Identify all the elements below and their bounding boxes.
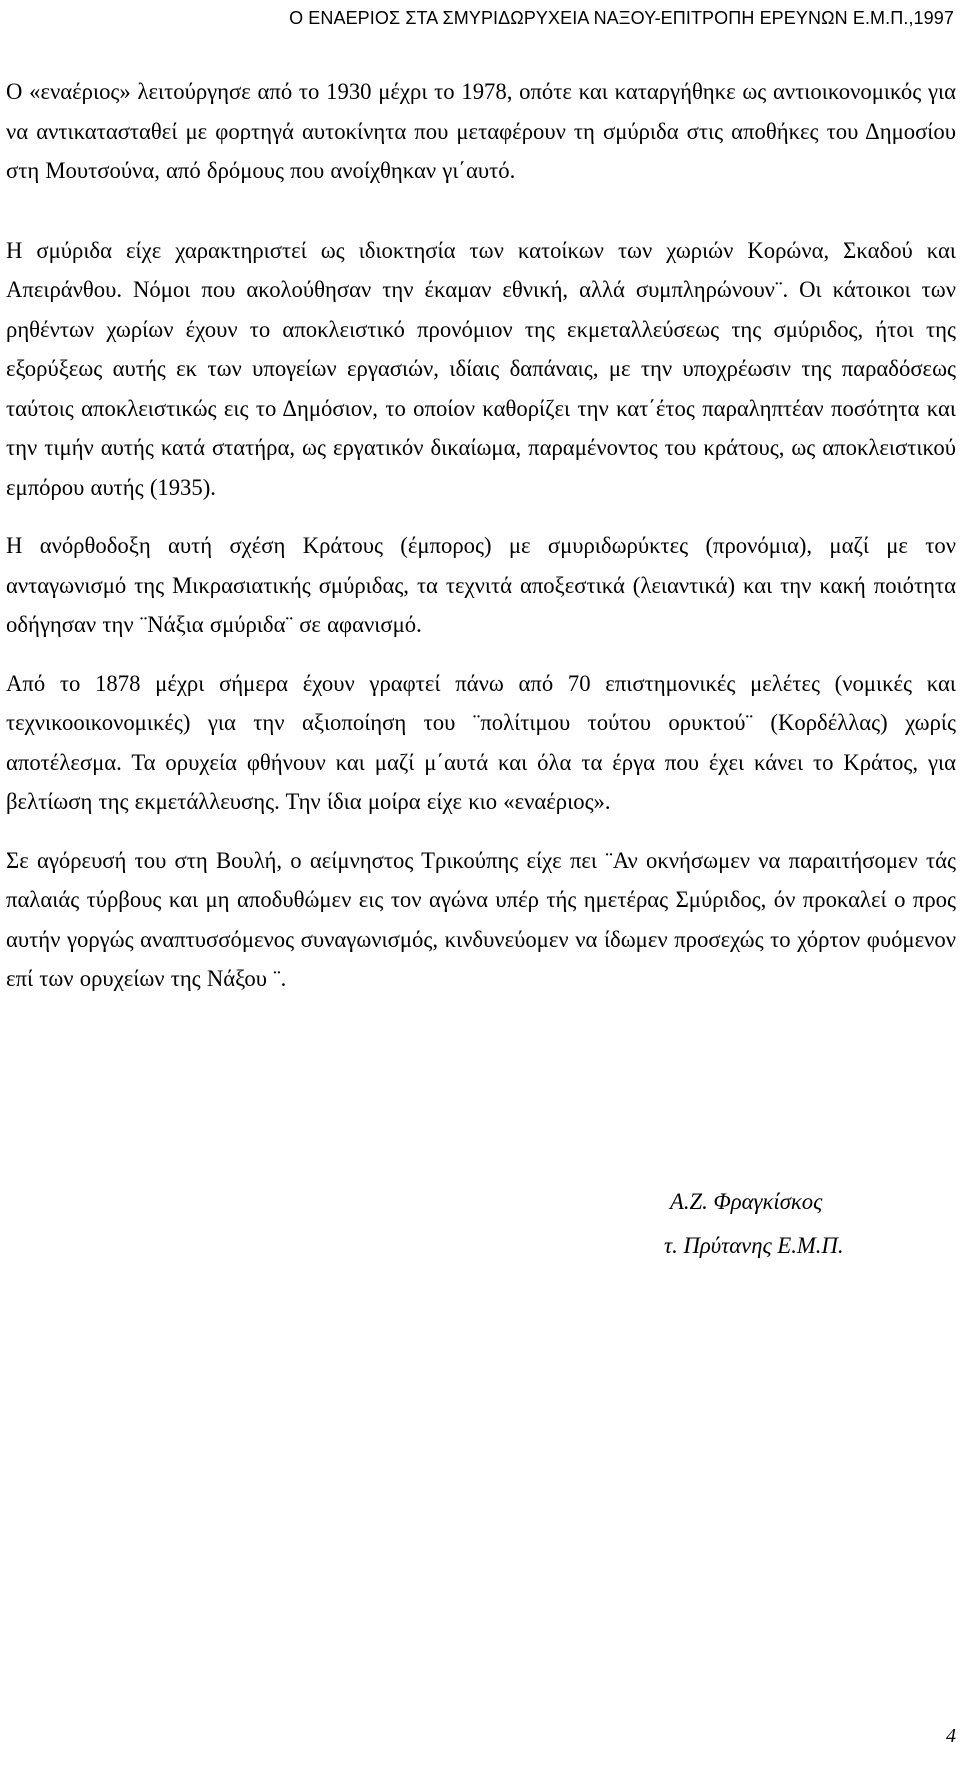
- signature-block: [664, 1180, 844, 1268]
- document-body: [6, 72, 956, 999]
- paragraph-studies: Από το 1878 μέχρι σήμερα έχουν γραφτεί πάνω από 70 επιστημονικές μελέτες (νομικές και τεχνικοοικονομικές) για την αξιοποίηση του ¨πολίτιμου τούτου ορυκτού¨ (Κορδέλλας) χωρίς αποτέλεσμα. Τα ορυχεία φθήνουν και μαζί μ΄αυτά και όλα τα έργα που έχει κάνει το Κράτος, για βελτίωση της εκμετάλλευσης. Την ίδια μοίρα είχε κιο «εναέριος».: [6, 670, 956, 814]
- paragraph-trikoupis-quote: Σε αγόρευσή του στη Βουλή, ο αείμνηστος Τρικούπης είχε πει ¨Αν οκνήσωμεν να παραιτήσομεν τάς παλαιάς τύρβους και μη αποδυθώμεν εις τον αγώνα υπέρ τής ημετέρας Σμύριδος, όν προκαλεί ο προς αυτήν γοργώς αναπτυσσόμενος συναγωνισμός, κινδυνεύομεν να ίδωμεν προσεχώς το χόρτον φυόμενον επί των ορυχείων της Νάξου ¨.: [6, 847, 956, 991]
- signature-name: Α.Ζ. Φραγκίσκος: [670, 1189, 823, 1214]
- paragraph-emery-ownership: Η σμύριδα είχε χαρακτηριστεί ως ιδιοκτησία των κατοίκων των χωριών Κορώνα, Σκαδού και Απειράνθου. Νόμοι που ακολούθησαν την έκαμαν εθνική, αλλά συμπληρώνουν¨. Οι κάτοικοι των ρηθέντων χωρίων έχουν το αποκλειστικό προνόμιον της εκμεταλλεύσεως της σμύριδος, ήτοι της εξορύξεως αυτής εκ των υπογείων εργασιών, ιδίαις δαπάναις, με την υποχρέωσιν της παραδόσεως ταύτοις αποκλειστικώς εις το Δημόσιον, το οποίον καθορίζει την κατ΄έτος παραληπτέαν ποσότητα και την τιμήν αυτής κατά στατήρα, ως εργατικόν δικαίωμα, παραμένοντος του κράτους, ως αποκλειστικού εμπόρου αυτής (1935).: [6, 237, 956, 500]
- paragraph-enaerios-operation: Ο «εναέριος» λειτούργησε από το 1930 μέχρι το 1978, οπότε και καταργήθηκε ως αντιοικονομικός για να αντικατασταθεί με φορτηγά αυτοκίνητα που μεταφέρουν τη σμύριδα στις αποθήκες του Δημοσίου στη Μουτσούνα, από δρόμους που ανοίχθηκαν γι΄αυτό.: [6, 79, 956, 183]
- signature-title: τ. Πρύτανης Ε.Μ.Π.: [664, 1233, 844, 1258]
- paragraph-state-relation: Η ανόρθοδοξη αυτή σχέση Κράτους (έμπορος) με σμυριδωρύκτες (προνόμια), μαζί με τον ανταγωνισμό της Μικρασιατικής σμύριδας, τα τεχνιτά αποξεστικά (λειαντικά) και την κακή ποιότητα οδήγησαν την ¨Νάξια σμύριδα¨ σε αφανισμό.: [6, 533, 956, 637]
- page-number: 4: [946, 1725, 956, 1747]
- running-header: Ο ΕΝΑΕΡΙΟΣ ΣΤΑ ΣΜΥΡΙΔΩΡΥΧΕΙΑ ΝΑΞΟΥ-ΕΠΙΤΡΟΠΗ ΕΡΕΥΝΩΝ Ε.Μ.Π.,1997: [289, 8, 954, 28]
